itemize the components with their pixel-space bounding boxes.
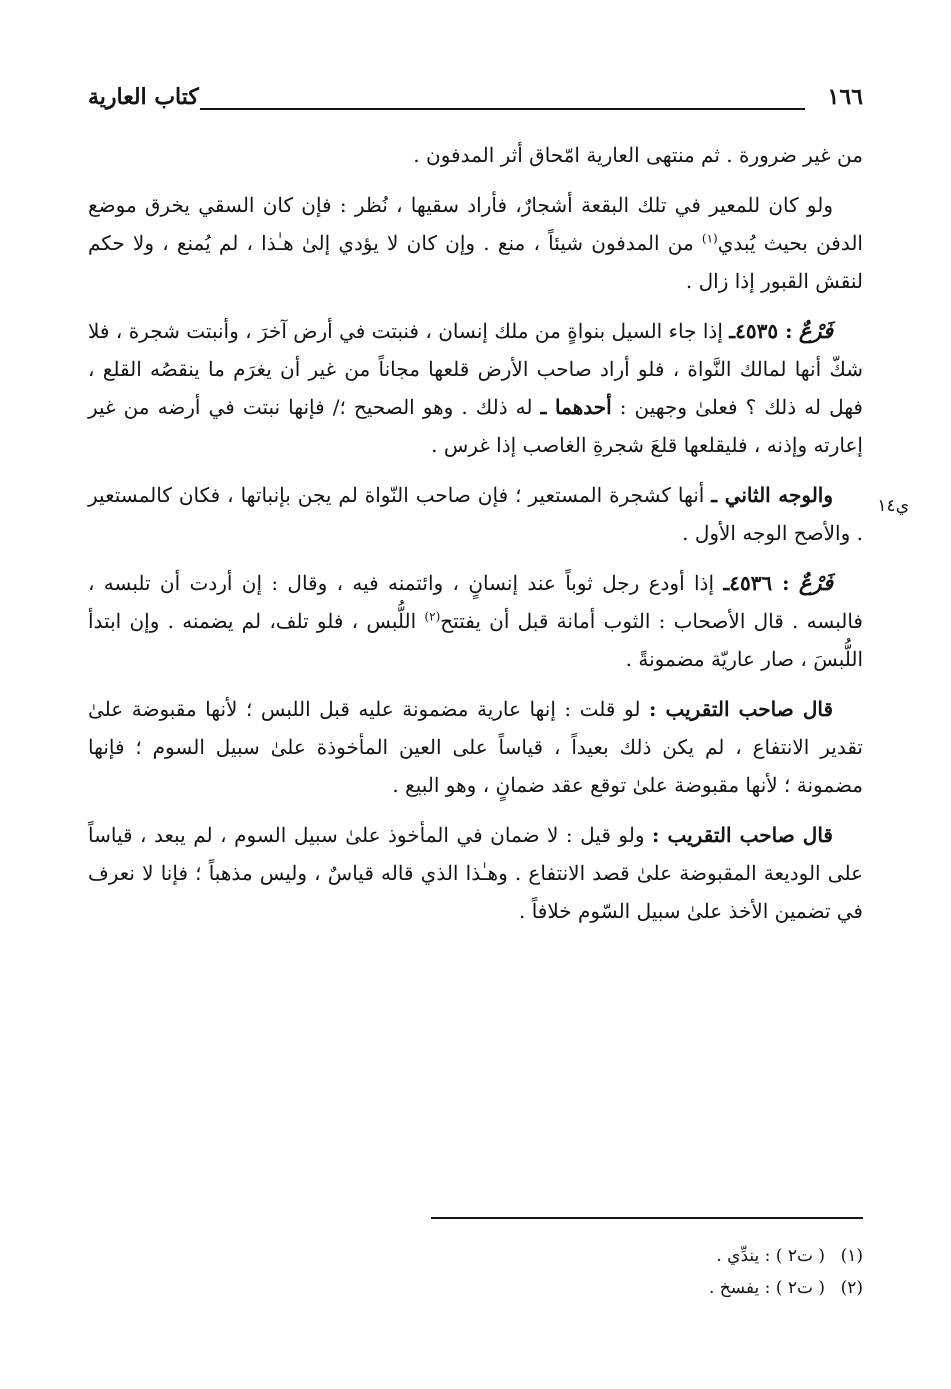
paragraph-taqrib-2 [88,816,863,930]
paragraph-text: إذا جاء السيل بنواةٍ من ملك إنسان ، فنبتت في أرض آخرَ ، وأنبتت شجرة ، فلا شكّ أنها لمالك النَّواة ، فلو أراد صاحب الأرض قلعها مجاناً من غير أن يغرَم ما ينقصُه القلع ، فهل له ذلك ؟ فعلىٰ وجهين : [88,319,864,419]
paragraph-issue-4535 [88,312,863,464]
main-text [88,136,863,942]
lead-phrase: قال صاحب التقريب : [651,823,833,847]
header-rule [200,108,805,110]
paragraph-text: أنها كشجرة المستعير ؛ فإن صاحب النّواة لم يجن بإنباتها ، فكان كالمستعير . والأصح الوجه الأول . [88,483,863,545]
footnotes [363,1240,863,1304]
footnote-text: ( ت٢ ) : يفسخ . [708,1278,825,1298]
paragraph-second-aspect [88,476,863,552]
footnote-2 [363,1272,863,1304]
paragraph-text: ولو كان للمعير في تلك البقعة أشجارٌ، فأراد سقيها ، نُظر : فإن كان السقي يخرق موضع الدفن بحيث يُبدي [88,193,863,255]
footnote-ref-1: (١) [701,231,718,246]
footnote-1 [363,1240,863,1272]
paragraph-text-after: من المدفون شيئاً ، منع . وإن كان لا يؤدي إلىٰ هـٰذا ، لم يُمنع ، ولا حكم لنقش القبور إذا زال . [88,231,863,293]
margin-folio-note: ي١٤ [877,496,909,516]
lead-phrase: والوجه الثاني ـ [711,483,833,507]
bold-phrase: أحدهما ـ [540,395,612,419]
lead-phrase: قال صاحب التقريب : [648,697,833,721]
issue-number: : ٤٥٣٦ـ [723,571,790,595]
footnote-number: (١) [840,1246,863,1266]
issue-marker: فَرْعٌ [798,318,834,343]
paragraph-text: إذا أودع رجل ثوباً عند إنسانٍ ، وائتمنه فيه ، وقال : إن أردت أن تلبسه ، فالبسه . قال الأصحاب : الثوب أمانة قبل أن يفتتح [88,571,863,633]
paragraph-text: من غير ضرورة . ثم منتهى العارية امّحاق أثر المدفون . [413,143,863,167]
paragraph-issue-4536 [88,564,863,678]
footnote-number: (٢) [840,1278,863,1298]
paragraph-text: ولو قيل : لا ضمان في المأخوذ علىٰ سبيل السوم ، لم يبعد ، قياساً على الوديعة المقبوضة علىٰ قصد الانتفاع . وهـٰذا الذي قاله قياسٌ ، وليس مذهباً ؛ فإنا لا نعرف في تضمين الأخذ علىٰ سبيل السّوم خلافاً . [88,823,863,923]
running-header [88,84,863,124]
issue-number: : ٤٥٣٥ـ [729,319,793,343]
page-number: ١٦٦ [827,84,863,110]
paragraph-text-after: اللُّبس ، فلو تلف، لم يضمنه . وإن ابتدأ اللُّبسَ ، صار عاريّة مضمونةً . [88,609,863,671]
book-title: كتاب العارية [88,84,199,110]
footnote-ref-2: (٢) [424,609,441,624]
paragraph-2 [88,186,863,300]
paragraph-text: لو قلت : إنها عارية مضمونة عليه قبل اللبس ؛ لأنها مقبوضة علىٰ تقدير الانتفاع ، لم يكن ذلك بعيداً ، قياساً على العين المأخوذة علىٰ سبيل السوم ؛ فإنها مضمونة ؛ لأنها مقبوضة علىٰ توقع عقد ضمانٍ ، وهو البيع . [88,697,863,797]
issue-marker: فَرْعٌ [798,570,833,595]
footnote-text: ( ت٢ ) : يندِّي . [716,1246,825,1266]
paragraph-taqrib-1 [88,690,863,804]
paragraph-1 [88,136,863,174]
footnote-separator [431,1217,863,1219]
paragraph-text-after: له ذلك . وهو الصحيح ؛/ فإنها نبتت في أرضه من غير إعارته وإذنه ، فليقلعها قلعَ شجرةِ الغاصب إذا غرس . [88,395,863,457]
